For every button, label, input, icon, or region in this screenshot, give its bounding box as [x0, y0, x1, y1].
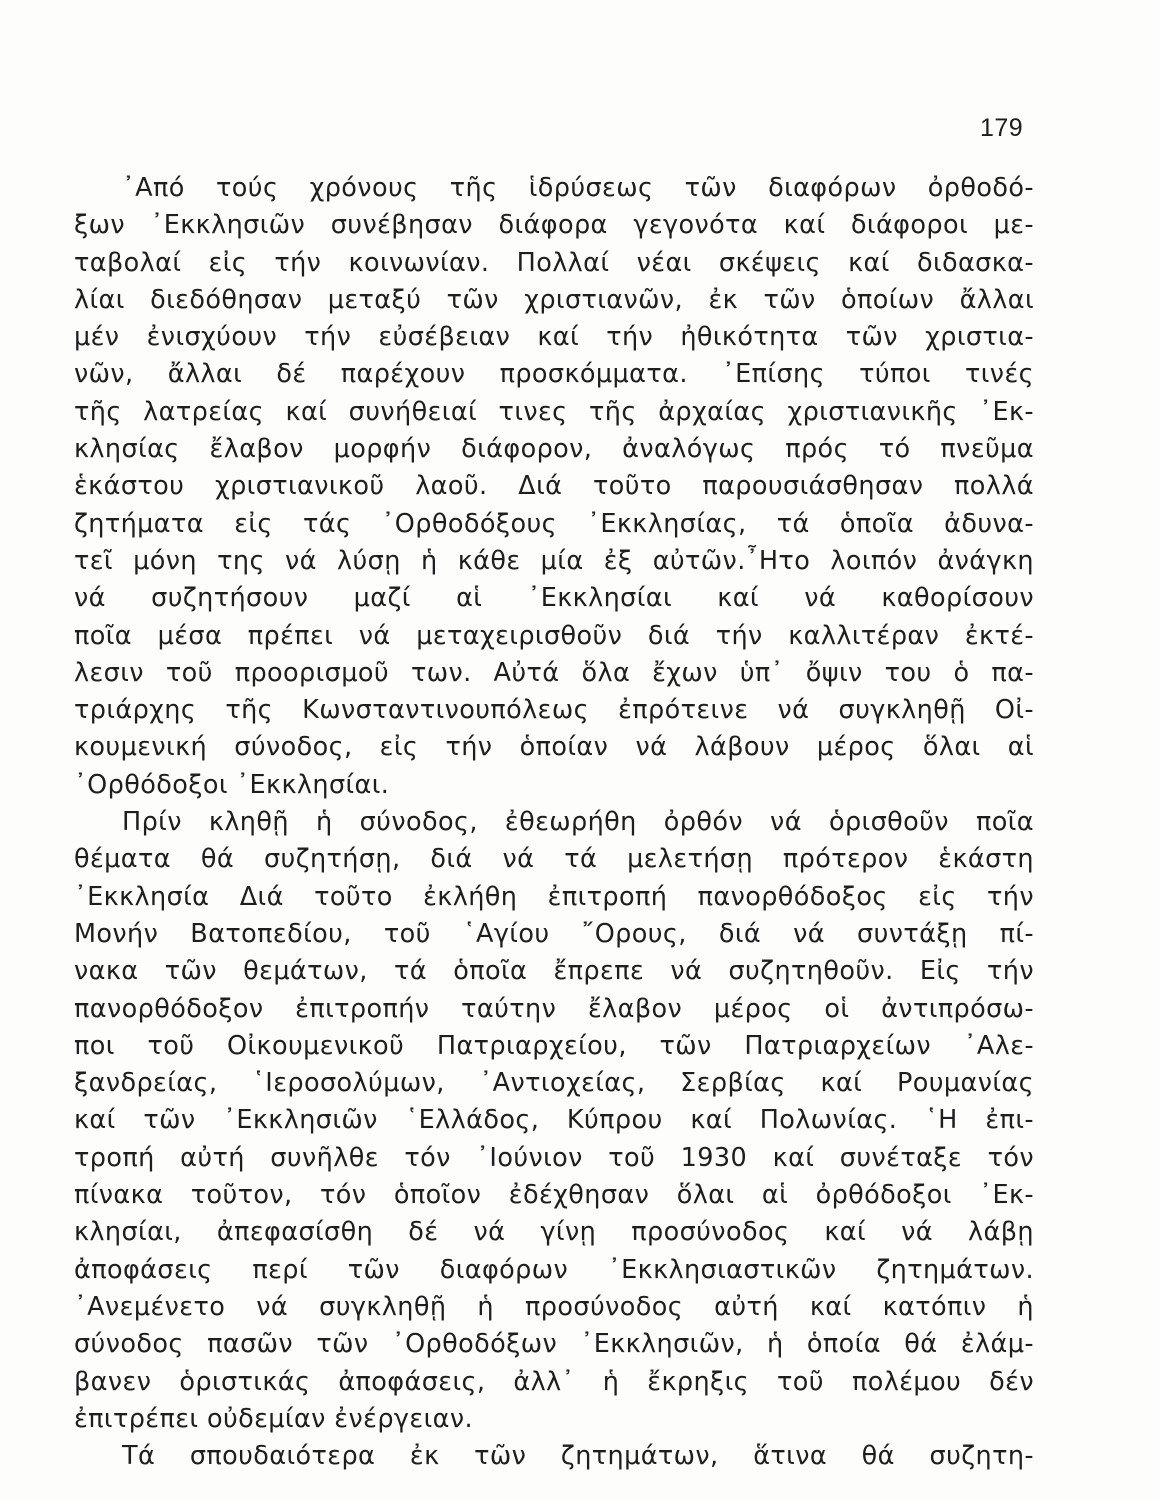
text-line: βανεν ὁριστικάς ἀποφάσεις, ἀλλ᾿ ἡ ἔκρηξις τοῦ πολέμου δέν — [74, 1366, 1034, 1397]
text-line: κουμενική σύνοδος, εἰς τήν ὁποίαν νά λάβουν μέρος ὅλαι αἱ — [74, 732, 1034, 763]
text-line: τεῖ μόνη της νά λύσῃ ἡ κάθε μία ἐξ αὐτῶν.῏Ητο λοιπόν ἀνάγκη — [74, 545, 1034, 576]
text-line: μέν ἐνισχύουν τήν εὐσέβειαν καί τήν ἠθικότητα τῶν χριστια- — [74, 322, 1034, 353]
text-line: θέματα θά συζητήσῃ, διά νά τά μελετήσῃ πρότερον ἑκάστη — [74, 844, 1034, 875]
text-line: Μονήν Βατοπεδίου, τοῦ ῾Αγίου ῎Ορους, διά νά συντάξῃ πί- — [74, 918, 1034, 949]
text-line: ἀποφάσεις περί τῶν διαφόρων ᾿Εκκλησιαστικῶν ζητημάτων. — [74, 1254, 1034, 1285]
text-line: Πρίν κληθῇ ἡ σύνοδος, ἐθεωρήθη ὀρθόν νά ὁρισθοῦν ποῖα — [122, 807, 1034, 838]
text-line: νῶν, ἄλλαι δέ παρέχουν προσκόμματα. ᾿Επίσης τύποι τινές — [74, 359, 1034, 390]
text-line: τῆς λατρείας καί συνήθειαί τινες τῆς ἀρχαίας χριστιανικῆς ᾿Εκ- — [74, 396, 1034, 427]
text-line: ταβολαί εἰς τήν κοινωνίαν. Πολλαί νέαι σκέψεις καί διδασκα- — [74, 247, 1034, 278]
text-line: σύνοδος πασῶν τῶν ᾿Ορθοδόξων ᾿Εκκλησιῶν, ἡ ὁποία θά ἐλάμ- — [74, 1329, 1034, 1360]
text-line: κλησίας ἔλαβον μορφήν διάφορον, ἀναλόγως πρός τό πνεῦμα — [74, 434, 1034, 465]
text-line: ᾿Ανεμένετο νά συγκληθῇ ἡ προσύνοδος αὐτή καί κατόπιν ἡ — [74, 1291, 1034, 1322]
text-line: ᾿Από τούς χρόνους τῆς ἱδρύσεως τῶν διαφόρων ὀρθοδό- — [122, 173, 1034, 203]
text-line: νακα τῶν θεμάτων, τά ὁποῖα ἔπρεπε νά συζητηθοῦν. Εἰς τήν — [74, 956, 1034, 987]
page-number: 179 — [980, 114, 1024, 142]
text-line: κλησίαι, ἀπεφασίσθη δέ νά γίνῃ προσύνοδος καί νά λάβῃ — [74, 1217, 1034, 1248]
text-line: ποι τοῦ Οἰκουμενικοῦ Πατριαρχείου, τῶν Πατριαρχείων ᾿Αλε- — [74, 1030, 1034, 1061]
text-line: πίνακα τοῦτον, τόν ὁποῖον ἐδέχθησαν ὅλαι αἱ ὀρθόδοξοι ᾿Εκ- — [74, 1180, 1034, 1211]
text-line: τριάρχης τῆς Κωνσταντινουπόλεως ἐπρότεινε νά συγκληθῇ Οἰ- — [74, 695, 1034, 726]
text-line: λίαι διεδόθησαν μεταξύ τῶν χριστιανῶν, ἐκ τῶν ὁποίων ἄλλαι — [74, 284, 1034, 315]
text-line: ἐπιτρέπει οὐδεμίαν ἐνέργειαν. — [74, 1403, 473, 1434]
text-line: καί τῶν ᾿Εκκλησιῶν ῾Ελλάδος, Κύπρου καί Πολωνίας. ῾Η ἐπι- — [74, 1105, 1034, 1136]
text-line: λεσιν τοῦ προορισμοῦ των. Αὐτά ὅλα ἔχων ὑπ᾿ ὄψιν του ὁ πα- — [74, 657, 1034, 688]
text-line: ᾿Ορθόδοξοι ᾿Εκκλησίαι. — [74, 769, 390, 800]
paragraph-1 — [74, 170, 1034, 804]
text-line: ξανδρείας, ῾Ιεροσολύμων, ᾿Αντιοχείας, Σερβίας καί Ρουμανίας — [74, 1068, 1034, 1099]
text-line: ξων ᾿Εκκλησιῶν συνέβησαν διάφορα γεγονότα καί διάφοροι με- — [74, 210, 1034, 241]
text-line: νά συζητήσουν μαζί αἱ ᾿Εκκλησίαι καί νά καθορίσουν — [74, 583, 1034, 614]
text-line: ζητήματα εἰς τάς ᾿Ορθοδόξους ᾿Εκκλησίας, τά ὁποῖα ἀδυνα- — [74, 508, 1034, 539]
paragraph-3 — [74, 1438, 1034, 1475]
text-line: πανορθόδοξον ἐπιτροπήν ταύτην ἔλαβον μέρος οἱ ἀντιπρόσω- — [74, 993, 1034, 1024]
text-line: ποῖα μέσα πρέπει νά μεταχειρισθοῦν διά τήν καλλιτέραν ἐκτέ- — [74, 620, 1034, 651]
text-line: ᾿Εκκλησία Διά τοῦτο ἐκλήθη ἐπιτροπή πανορθόδοξος εἰς τήν — [74, 881, 1034, 912]
text-line: τροπή αὐτή συνῆλθε τόν ᾿Ιούνιον τοῦ 1930 καί συνέταξε τόν — [74, 1142, 1034, 1173]
text-line: ἑκάστου χριστιανικοῦ λαοῦ. Διά τοῦτο παρουσιάσθησαν πολλά — [74, 471, 1034, 502]
paragraph-2 — [74, 804, 1034, 1438]
text-line: Τά σπουδαιότερα ἐκ τῶν ζητημάτων, ἅτινα θά συζητη- — [122, 1441, 1034, 1472]
body-text — [74, 170, 1034, 1475]
